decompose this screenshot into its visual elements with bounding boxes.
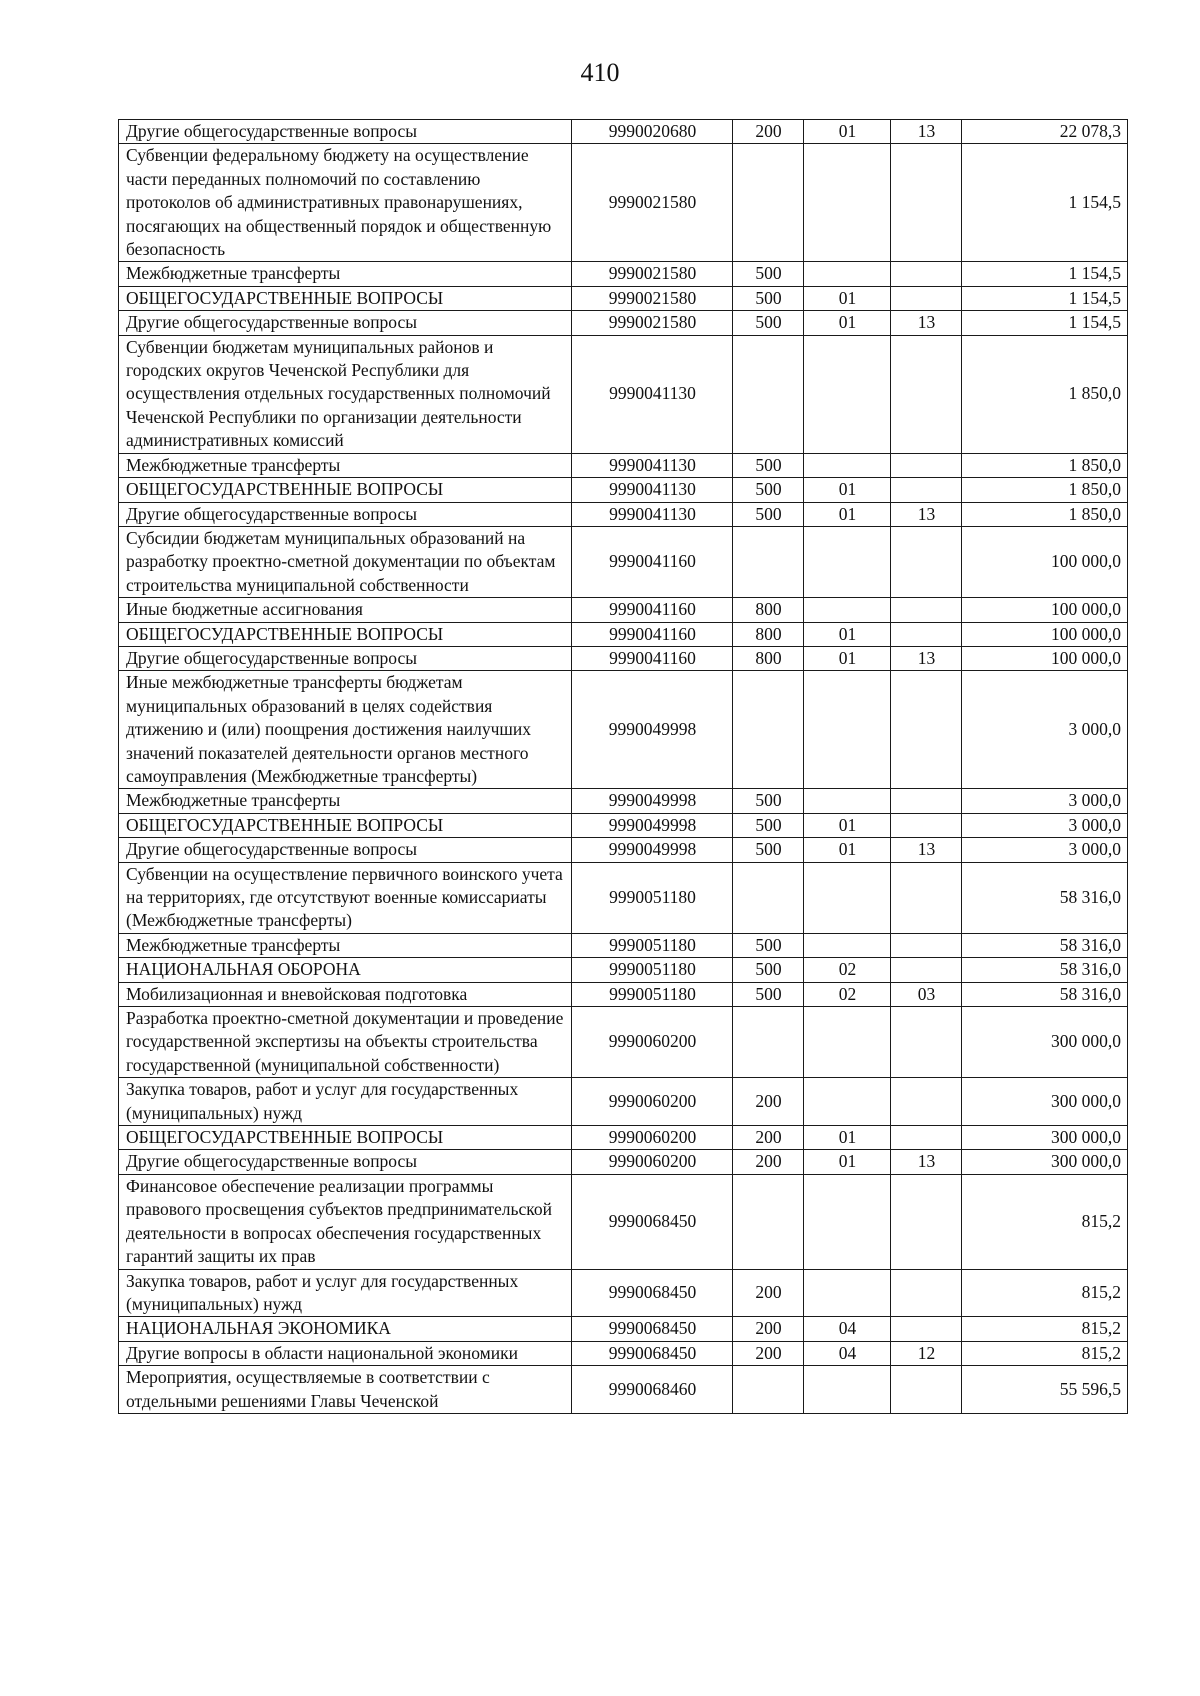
- row-amount-cell: 1 850,0: [962, 453, 1128, 477]
- row-expense-type-cell: 200: [733, 1078, 804, 1126]
- row-expense-type-cell: 800: [733, 598, 804, 622]
- row-expense-type-cell: 500: [733, 838, 804, 862]
- row-section-cell: 01: [804, 502, 891, 526]
- row-expense-type-cell: 500: [733, 813, 804, 837]
- row-subsection-cell: 13: [891, 311, 962, 335]
- table-row: [119, 933, 1128, 957]
- row-expense-type-cell: 500: [733, 982, 804, 1006]
- table-row: [119, 1174, 1128, 1269]
- row-subsection-cell: [891, 1078, 962, 1126]
- row-expense-type-cell: 500: [733, 453, 804, 477]
- row-section-cell: 04: [804, 1317, 891, 1341]
- row-name-cell: НАЦИОНАЛЬНАЯ ОБОРОНА: [119, 958, 572, 982]
- row-subsection-cell: [891, 598, 962, 622]
- row-name-cell: Другие общегосударственные вопросы: [119, 838, 572, 862]
- row-name-cell: Другие общегосударственные вопросы: [119, 646, 572, 670]
- row-amount-cell: 1 154,5: [962, 286, 1128, 310]
- row-subsection-cell: [891, 958, 962, 982]
- row-amount-cell: 300 000,0: [962, 1150, 1128, 1174]
- row-subsection-cell: [891, 933, 962, 957]
- table-row: [119, 982, 1128, 1006]
- table-row: [119, 958, 1128, 982]
- row-code-cell: 9990051180: [572, 862, 733, 933]
- row-section-cell: 01: [804, 120, 891, 144]
- row-name-cell: Субвенции бюджетам муниципальных районов и городских округов Чеченской Республики для осуществления отдельных государственных полномочий Чеченской Республики по организации деятельности административных комиссий: [119, 335, 572, 453]
- row-section-cell: 01: [804, 311, 891, 335]
- row-section-cell: [804, 1269, 891, 1317]
- row-section-cell: 01: [804, 646, 891, 670]
- row-amount-cell: 300 000,0: [962, 1007, 1128, 1078]
- row-subsection-cell: [891, 671, 962, 789]
- row-expense-type-cell: 500: [733, 262, 804, 286]
- row-section-cell: [804, 1007, 891, 1078]
- row-amount-cell: 100 000,0: [962, 646, 1128, 670]
- row-subsection-cell: [891, 286, 962, 310]
- table-row: [119, 502, 1128, 526]
- row-name-cell: Иные бюджетные ассигнования: [119, 598, 572, 622]
- row-amount-cell: 58 316,0: [962, 958, 1128, 982]
- row-name-cell: Мобилизационная и вневойсковая подготовка: [119, 982, 572, 1006]
- row-name-cell: Иные межбюджетные трансферты бюджетам муниципальных образований в целях содействия дтижению и (или) поощрения достижения наилучших значений показателей деятельности органов местного самоуправления (Межбюджетные трансферты): [119, 671, 572, 789]
- row-amount-cell: 55 596,5: [962, 1366, 1128, 1414]
- row-name-cell: Межбюджетные трансферты: [119, 789, 572, 813]
- table-row: [119, 478, 1128, 502]
- table-row: [119, 646, 1128, 670]
- row-name-cell: Межбюджетные трансферты: [119, 453, 572, 477]
- budget-table: [118, 119, 1128, 1414]
- row-expense-type-cell: 800: [733, 622, 804, 646]
- row-expense-type-cell: [733, 1174, 804, 1269]
- row-expense-type-cell: 500: [733, 789, 804, 813]
- row-expense-type-cell: 500: [733, 311, 804, 335]
- row-code-cell: 9990068450: [572, 1317, 733, 1341]
- table-row: [119, 789, 1128, 813]
- row-code-cell: 9990021580: [572, 262, 733, 286]
- row-subsection-cell: [891, 144, 962, 262]
- row-name-cell: Субвенции на осуществление первичного воинского учета на территориях, где отсутствуют военные комиссариаты (Межбюджетные трансферты): [119, 862, 572, 933]
- row-name-cell: Закупка товаров, работ и услуг для государственных (муниципальных) нужд: [119, 1269, 572, 1317]
- row-subsection-cell: [891, 262, 962, 286]
- row-code-cell: 9990060200: [572, 1126, 733, 1150]
- row-subsection-cell: [891, 1317, 962, 1341]
- row-amount-cell: 100 000,0: [962, 622, 1128, 646]
- row-amount-cell: 815,2: [962, 1174, 1128, 1269]
- row-amount-cell: 1 850,0: [962, 502, 1128, 526]
- row-expense-type-cell: 500: [733, 958, 804, 982]
- row-section-cell: [804, 144, 891, 262]
- row-section-cell: 01: [804, 813, 891, 837]
- row-name-cell: НАЦИОНАЛЬНАЯ ЭКОНОМИКА: [119, 1317, 572, 1341]
- row-expense-type-cell: [733, 862, 804, 933]
- row-amount-cell: 3 000,0: [962, 789, 1128, 813]
- row-expense-type-cell: 500: [733, 502, 804, 526]
- row-code-cell: 9990068460: [572, 1366, 733, 1414]
- row-expense-type-cell: [733, 1366, 804, 1414]
- row-code-cell: 9990051180: [572, 982, 733, 1006]
- row-amount-cell: 1 850,0: [962, 335, 1128, 453]
- row-code-cell: 9990068450: [572, 1269, 733, 1317]
- row-code-cell: 9990051180: [572, 958, 733, 982]
- row-code-cell: 9990041160: [572, 622, 733, 646]
- row-code-cell: 9990049998: [572, 789, 733, 813]
- row-name-cell: ОБЩЕГОСУДАРСТВЕННЫЕ ВОПРОСЫ: [119, 813, 572, 837]
- row-code-cell: 9990021580: [572, 144, 733, 262]
- row-subsection-cell: 13: [891, 1150, 962, 1174]
- row-amount-cell: 58 316,0: [962, 862, 1128, 933]
- table-row: [119, 286, 1128, 310]
- row-code-cell: 9990049998: [572, 813, 733, 837]
- table-row: [119, 813, 1128, 837]
- row-code-cell: 9990041160: [572, 598, 733, 622]
- row-expense-type-cell: 200: [733, 1317, 804, 1341]
- row-subsection-cell: [891, 1269, 962, 1317]
- row-name-cell: Другие общегосударственные вопросы: [119, 311, 572, 335]
- row-subsection-cell: [891, 1366, 962, 1414]
- row-section-cell: [804, 1078, 891, 1126]
- row-subsection-cell: [891, 789, 962, 813]
- row-section-cell: [804, 671, 891, 789]
- row-code-cell: 9990041130: [572, 502, 733, 526]
- row-code-cell: 9990060200: [572, 1078, 733, 1126]
- row-name-cell: ОБЩЕГОСУДАРСТВЕННЫЕ ВОПРОСЫ: [119, 478, 572, 502]
- row-expense-type-cell: 500: [733, 478, 804, 502]
- row-amount-cell: 100 000,0: [962, 526, 1128, 597]
- row-section-cell: 01: [804, 478, 891, 502]
- row-amount-cell: 815,2: [962, 1317, 1128, 1341]
- row-section-cell: [804, 262, 891, 286]
- row-code-cell: 9990041160: [572, 526, 733, 597]
- row-name-cell: Мероприятия, осуществляемые в соответствии с отдельными решениями Главы Чеченской: [119, 1366, 572, 1414]
- table-row: [119, 1341, 1128, 1365]
- row-subsection-cell: 13: [891, 502, 962, 526]
- row-section-cell: [804, 1174, 891, 1269]
- row-name-cell: Разработка проектно-сметной документации и проведение государственной экспертизы на объекты строительства государственной (муниципальной собственности): [119, 1007, 572, 1078]
- row-subsection-cell: 13: [891, 646, 962, 670]
- row-subsection-cell: 13: [891, 120, 962, 144]
- table-row: [119, 311, 1128, 335]
- row-section-cell: [804, 526, 891, 597]
- row-amount-cell: 300 000,0: [962, 1126, 1128, 1150]
- row-section-cell: [804, 862, 891, 933]
- row-name-cell: ОБЩЕГОСУДАРСТВЕННЫЕ ВОПРОСЫ: [119, 1126, 572, 1150]
- row-code-cell: 9990068450: [572, 1341, 733, 1365]
- table-row: [119, 1269, 1128, 1317]
- row-subsection-cell: [891, 1174, 962, 1269]
- row-name-cell: Другие общегосударственные вопросы: [119, 502, 572, 526]
- table-row: [119, 862, 1128, 933]
- row-code-cell: 9990021580: [572, 311, 733, 335]
- row-section-cell: [804, 933, 891, 957]
- row-amount-cell: 815,2: [962, 1341, 1128, 1365]
- row-amount-cell: 3 000,0: [962, 838, 1128, 862]
- row-section-cell: 02: [804, 958, 891, 982]
- row-expense-type-cell: [733, 671, 804, 789]
- table-row: [119, 598, 1128, 622]
- row-subsection-cell: [891, 813, 962, 837]
- table-row: [119, 262, 1128, 286]
- row-code-cell: 9990068450: [572, 1174, 733, 1269]
- row-amount-cell: 58 316,0: [962, 933, 1128, 957]
- row-section-cell: 01: [804, 838, 891, 862]
- table-row: [119, 335, 1128, 453]
- row-subsection-cell: [891, 862, 962, 933]
- table-row: [119, 1078, 1128, 1126]
- table-row: [119, 526, 1128, 597]
- row-expense-type-cell: [733, 526, 804, 597]
- row-code-cell: 9990021580: [572, 286, 733, 310]
- row-expense-type-cell: [733, 1007, 804, 1078]
- page-number: 410: [580, 58, 620, 87]
- row-expense-type-cell: 200: [733, 120, 804, 144]
- row-code-cell: 9990041130: [572, 478, 733, 502]
- row-expense-type-cell: 500: [733, 933, 804, 957]
- row-subsection-cell: [891, 526, 962, 597]
- row-subsection-cell: 03: [891, 982, 962, 1006]
- row-expense-type-cell: 200: [733, 1126, 804, 1150]
- row-amount-cell: 1 154,5: [962, 262, 1128, 286]
- row-amount-cell: 58 316,0: [962, 982, 1128, 1006]
- row-amount-cell: 100 000,0: [962, 598, 1128, 622]
- row-code-cell: 9990051180: [572, 933, 733, 957]
- row-section-cell: [804, 453, 891, 477]
- table-row: [119, 671, 1128, 789]
- row-amount-cell: 815,2: [962, 1269, 1128, 1317]
- row-expense-type-cell: 200: [733, 1269, 804, 1317]
- row-name-cell: Субвенции федеральному бюджету на осуществление части переданных полномочий по составлению протоколов об административных правонарушениях, посягающих на общественный порядок и общественную безопасность: [119, 144, 572, 262]
- row-subsection-cell: 13: [891, 838, 962, 862]
- table-row: [119, 1007, 1128, 1078]
- row-expense-type-cell: [733, 144, 804, 262]
- table-row: [119, 1126, 1128, 1150]
- table-row: [119, 838, 1128, 862]
- row-subsection-cell: [891, 1126, 962, 1150]
- row-code-cell: 9990060200: [572, 1150, 733, 1174]
- row-amount-cell: 22 078,3: [962, 120, 1128, 144]
- row-section-cell: [804, 1366, 891, 1414]
- row-section-cell: [804, 335, 891, 453]
- row-amount-cell: 3 000,0: [962, 671, 1128, 789]
- table-row: [119, 1366, 1128, 1414]
- row-subsection-cell: [891, 622, 962, 646]
- row-section-cell: [804, 598, 891, 622]
- row-name-cell: Другие вопросы в области национальной экономики: [119, 1341, 572, 1365]
- row-section-cell: 02: [804, 982, 891, 1006]
- row-name-cell: ОБЩЕГОСУДАРСТВЕННЫЕ ВОПРОСЫ: [119, 622, 572, 646]
- row-code-cell: 9990041130: [572, 335, 733, 453]
- row-code-cell: 9990049998: [572, 838, 733, 862]
- row-expense-type-cell: 500: [733, 286, 804, 310]
- row-code-cell: 9990041160: [572, 646, 733, 670]
- table-row: [119, 144, 1128, 262]
- row-amount-cell: 1 154,5: [962, 311, 1128, 335]
- row-amount-cell: 300 000,0: [962, 1078, 1128, 1126]
- row-name-cell: Закупка товаров, работ и услуг для государственных (муниципальных) нужд: [119, 1078, 572, 1126]
- table-row: [119, 1150, 1128, 1174]
- row-name-cell: ОБЩЕГОСУДАРСТВЕННЫЕ ВОПРОСЫ: [119, 286, 572, 310]
- budget-table-body: [119, 120, 1128, 1414]
- table-row: [119, 1317, 1128, 1341]
- row-code-cell: 9990049998: [572, 671, 733, 789]
- row-amount-cell: 1 850,0: [962, 478, 1128, 502]
- row-code-cell: 9990060200: [572, 1007, 733, 1078]
- row-name-cell: Субсидии бюджетам муниципальных образований на разработку проектно-сметной документации по объектам строительства муниципальной собственности: [119, 526, 572, 597]
- row-code-cell: 9990041130: [572, 453, 733, 477]
- table-row: [119, 120, 1128, 144]
- row-section-cell: 01: [804, 1126, 891, 1150]
- row-name-cell: Межбюджетные трансферты: [119, 262, 572, 286]
- row-subsection-cell: [891, 335, 962, 453]
- row-subsection-cell: [891, 453, 962, 477]
- row-name-cell: Финансовое обеспечение реализации программы правового просвещения субъектов предпринимательской деятельности в вопросах обеспечения государственных гарантий защиты их прав: [119, 1174, 572, 1269]
- row-expense-type-cell: 800: [733, 646, 804, 670]
- row-section-cell: 01: [804, 1150, 891, 1174]
- row-amount-cell: 1 154,5: [962, 144, 1128, 262]
- row-expense-type-cell: [733, 335, 804, 453]
- row-section-cell: 01: [804, 622, 891, 646]
- row-expense-type-cell: 200: [733, 1150, 804, 1174]
- table-row: [119, 453, 1128, 477]
- row-subsection-cell: [891, 478, 962, 502]
- table-row: [119, 622, 1128, 646]
- row-name-cell: Межбюджетные трансферты: [119, 933, 572, 957]
- row-amount-cell: 3 000,0: [962, 813, 1128, 837]
- row-code-cell: 9990020680: [572, 120, 733, 144]
- row-name-cell: Другие общегосударственные вопросы: [119, 1150, 572, 1174]
- row-section-cell: [804, 789, 891, 813]
- row-subsection-cell: 12: [891, 1341, 962, 1365]
- row-name-cell: Другие общегосударственные вопросы: [119, 120, 572, 144]
- row-section-cell: 01: [804, 286, 891, 310]
- row-section-cell: 04: [804, 1341, 891, 1365]
- row-expense-type-cell: 200: [733, 1341, 804, 1365]
- row-subsection-cell: [891, 1007, 962, 1078]
